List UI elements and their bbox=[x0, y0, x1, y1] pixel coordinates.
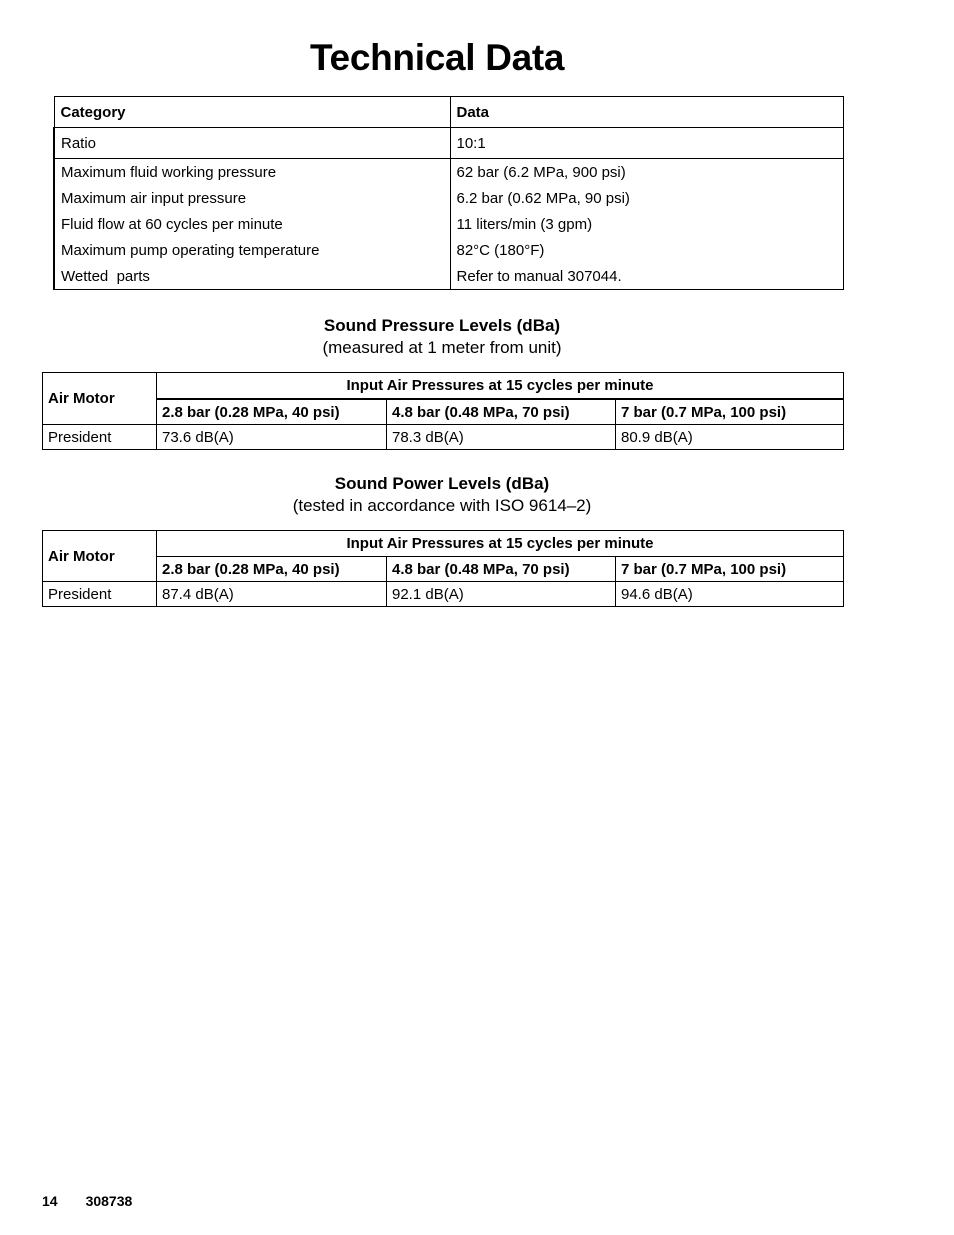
value-cell: 94.6 dB(A) bbox=[616, 582, 844, 607]
page-footer bbox=[42, 1193, 132, 1209]
table-header-row bbox=[43, 373, 844, 400]
category-cell: Maximum pump operating temperature bbox=[54, 237, 450, 263]
data-cell: 82°C (180°F) bbox=[450, 237, 844, 263]
page-title: Technical Data bbox=[310, 37, 565, 78]
table-row bbox=[54, 237, 844, 263]
data-cell: 10:1 bbox=[450, 128, 844, 159]
category-cell: Fluid flow at 60 cycles per minute bbox=[54, 211, 450, 237]
air-motor-header: Air Motor bbox=[43, 373, 157, 425]
category-cell: Ratio bbox=[54, 128, 450, 159]
group-header: Input Air Pressures at 15 cycles per minute bbox=[157, 531, 844, 557]
data-cell: Refer to manual 307044. bbox=[450, 263, 844, 290]
group-header: Input Air Pressures at 15 cycles per minute bbox=[157, 373, 844, 400]
table-row bbox=[54, 128, 844, 159]
table-header-row bbox=[43, 531, 844, 557]
table-row bbox=[54, 185, 844, 211]
section-subtitle: (measured at 1 meter from unit) bbox=[322, 338, 562, 357]
column-header-data: Data bbox=[450, 97, 844, 128]
sound-pressure-table bbox=[42, 372, 844, 450]
motor-cell: President bbox=[43, 582, 157, 607]
technical-data-table bbox=[53, 96, 844, 290]
column-header: 2.8 bar (0.28 MPa, 40 psi) bbox=[157, 557, 387, 582]
section-title: Sound Power Levels (dBa) bbox=[334, 474, 550, 493]
value-cell: 73.6 dB(A) bbox=[157, 425, 387, 450]
table-header-row bbox=[54, 97, 844, 128]
column-header-category: Category bbox=[54, 97, 450, 128]
column-header: 4.8 bar (0.48 MPa, 70 psi) bbox=[387, 557, 616, 582]
data-cell: 62 bar (6.2 MPa, 900 psi) bbox=[450, 159, 844, 186]
table-row bbox=[43, 582, 844, 607]
motor-cell: President bbox=[43, 425, 157, 450]
table-row bbox=[54, 263, 844, 290]
value-cell: 87.4 dB(A) bbox=[157, 582, 387, 607]
category-cell: Maximum air input pressure bbox=[54, 185, 450, 211]
sound-power-heading bbox=[42, 473, 842, 517]
air-motor-header: Air Motor bbox=[43, 531, 157, 582]
page-number: 14 bbox=[42, 1193, 58, 1209]
column-header: 7 bar (0.7 MPa, 100 psi) bbox=[616, 399, 844, 425]
sound-pressure-heading bbox=[42, 315, 842, 359]
column-header: 2.8 bar (0.28 MPa, 40 psi) bbox=[157, 399, 387, 425]
table-row bbox=[54, 211, 844, 237]
table-header-row bbox=[43, 399, 844, 425]
category-cell: Maximum fluid working pressure bbox=[54, 159, 450, 186]
sound-power-table bbox=[42, 530, 844, 607]
value-cell: 78.3 dB(A) bbox=[387, 425, 616, 450]
section-subtitle: (tested in accordance with ISO 9614–2) bbox=[292, 496, 592, 515]
table-row bbox=[54, 159, 844, 186]
data-cell: 6.2 bar (0.62 MPa, 90 psi) bbox=[450, 185, 844, 211]
table-row bbox=[43, 425, 844, 450]
document-number: 308738 bbox=[85, 1193, 133, 1209]
column-header: 7 bar (0.7 MPa, 100 psi) bbox=[616, 557, 844, 582]
table-header-row bbox=[43, 557, 844, 582]
section-title: Sound Pressure Levels (dBa) bbox=[323, 316, 561, 335]
data-cell: 11 liters/min (3 gpm) bbox=[450, 211, 844, 237]
value-cell: 80.9 dB(A) bbox=[616, 425, 844, 450]
value-cell: 92.1 dB(A) bbox=[387, 582, 616, 607]
column-header: 4.8 bar (0.48 MPa, 70 psi) bbox=[387, 399, 616, 425]
category-cell: Wetted parts bbox=[54, 263, 450, 290]
